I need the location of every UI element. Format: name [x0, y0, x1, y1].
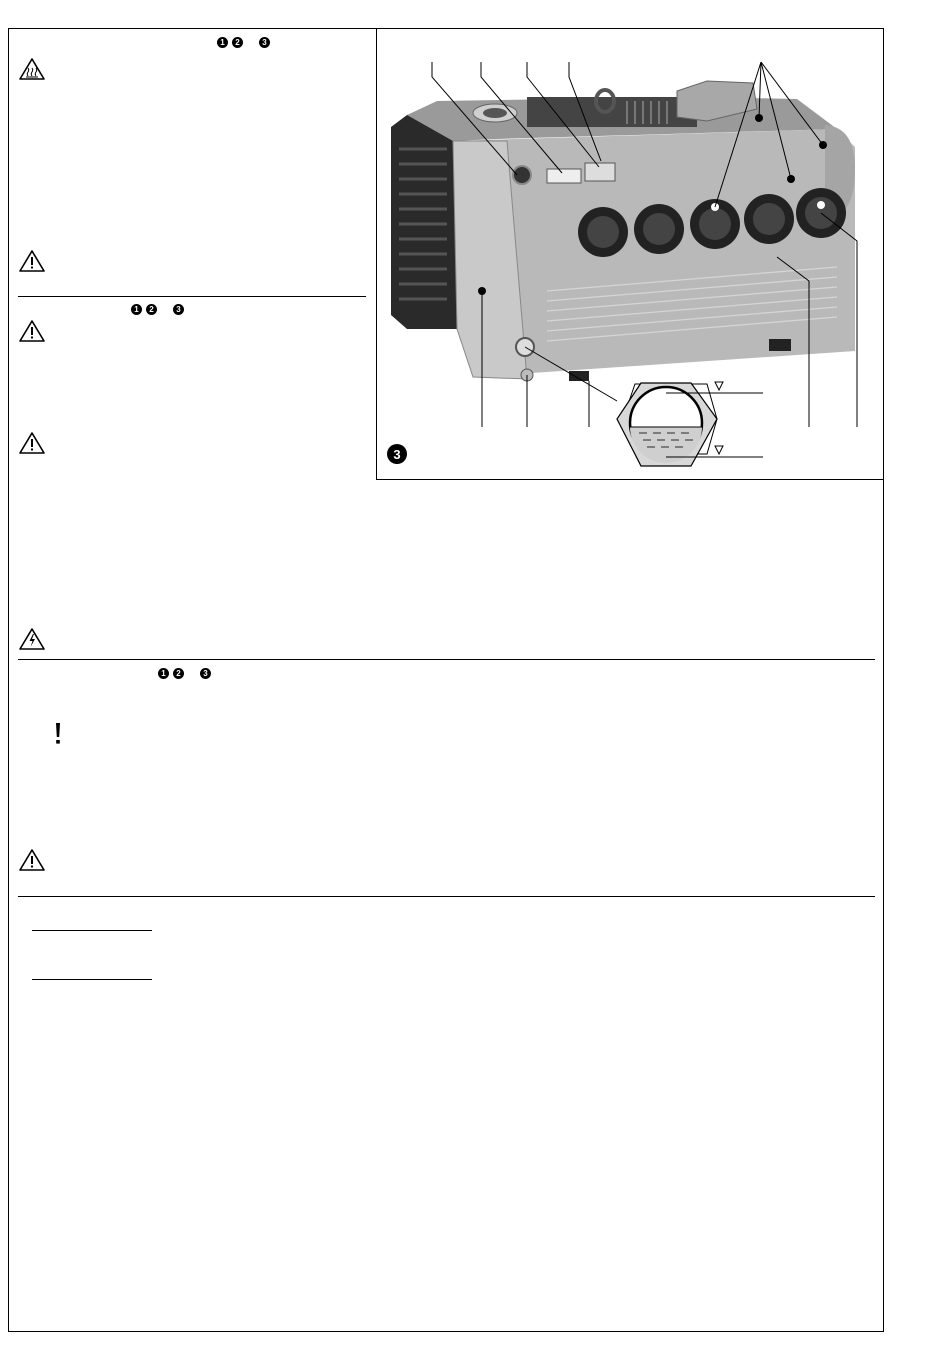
section-1-figure-refs [217, 35, 270, 49]
warning-triangle-icon [18, 431, 46, 455]
section-divider [18, 896, 875, 897]
section-divider [18, 296, 366, 297]
fan-cover [391, 115, 457, 329]
warning-triangle-icon [18, 249, 46, 273]
section-2-figure-refs [131, 302, 184, 316]
section-3-figure-refs [158, 666, 211, 680]
oil-fill-plug [513, 166, 531, 184]
figure-ref-bullet: 3 [173, 304, 184, 315]
inlet-port-opening [483, 108, 507, 118]
exclamation-icon [53, 722, 63, 746]
callout-dot [817, 201, 825, 209]
warning-triangle-icon [18, 848, 46, 872]
underline-rule [32, 930, 152, 931]
warning-label-plate [585, 163, 615, 181]
vacuum-pump-illustration [377, 29, 883, 479]
figure-ref-bullet: 2 [146, 304, 157, 315]
electrical-hazard-icon [18, 627, 46, 651]
figure-ref-bullet: 1 [217, 37, 228, 48]
section-divider [18, 659, 875, 660]
oil-level-detail [617, 382, 763, 466]
figure-ref-bullet: 3 [259, 37, 270, 48]
figure-number: 3 [393, 447, 401, 462]
pump-foot [569, 371, 589, 381]
warning-triangle-icon [18, 319, 46, 343]
figure-ref-bullet: 1 [131, 304, 142, 315]
hot-surface-warning-icon [18, 57, 46, 81]
figure-ref-bullet: 2 [232, 37, 243, 48]
underline-rule [32, 979, 152, 980]
pump-foot [769, 339, 791, 351]
figure-ref-bullet: 3 [200, 668, 211, 679]
rating-plate [547, 169, 581, 183]
figure-ref-bullet: 2 [173, 668, 184, 679]
figure-ref-bullet: 1 [158, 668, 169, 679]
figure-3-panel [376, 28, 884, 480]
